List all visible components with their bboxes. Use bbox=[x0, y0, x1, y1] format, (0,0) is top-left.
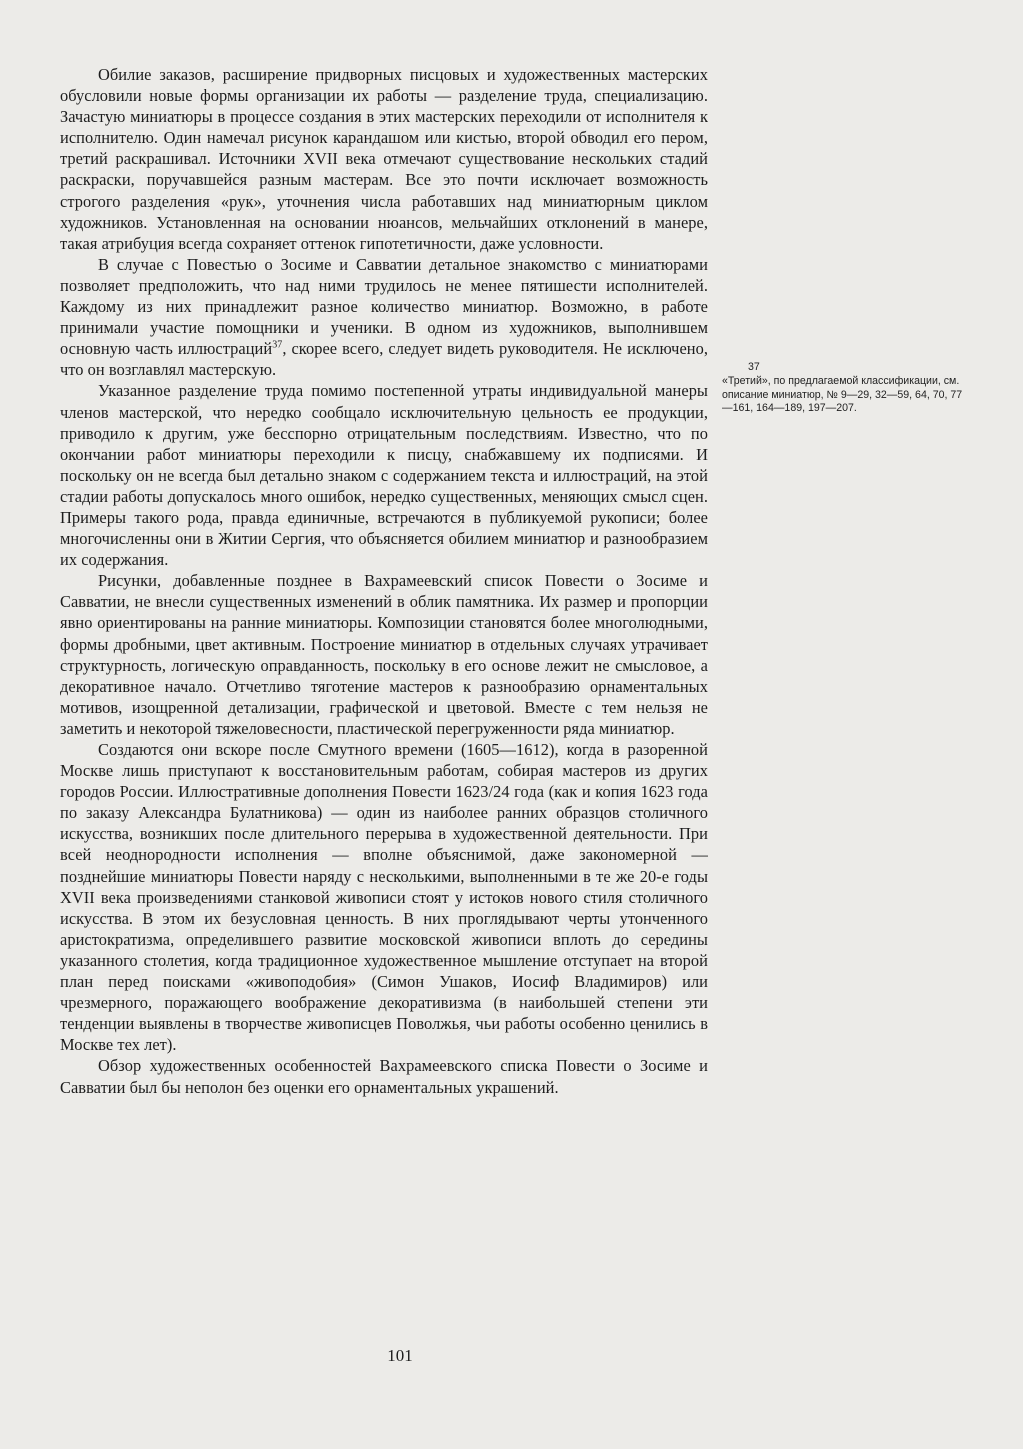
paragraph-2-text-before: В случае с Повестью о Зосиме и Савватии детальное знакомство с миниатюрами позволяет предположить, что над ними трудилось не менее пятишести исполнителей. Каждому из них принадлежит разное количество миниатюр. Возможно, в работе принимали участие помощники и ученики. В одном из художников, выполнившем основную часть иллюстраций bbox=[60, 254, 708, 359]
footnote-reference: 37 bbox=[272, 339, 283, 351]
paragraph-2 bbox=[60, 254, 708, 381]
footnote-text: «Третий», по предлагаемой классификации, см. описание миниатюр, № 9—29, 32—59, 64, 70, 77—161, 164—189, 197—207. bbox=[722, 375, 963, 415]
footnote-number: 37 bbox=[748, 361, 760, 373]
paragraph-1: Обилие заказов, расширение придворных писцовых и художественных мастерских обусловили новые формы организации их работы — разделение труда, специализацию. Зачастую миниатюры в процессе создания в этих мастерских переходили от исполнителя к исполнителю. Один намечал рисунок карандашом или кистью, второй обводил его пером, третий раскрашивал. Источники XVII века отмечают существование нескольких стадий раскраски, поручавшейся разным мастерам. Все это почти исключает возможность строгого разделения «рук», уточнения числа работавших над миниатюрным циклом художников. Установленная на основании нюансов, мельчайших отклонений в манере, такая атрибуция всегда сохраняет оттенок гипотетичности, даже условности. bbox=[60, 65, 708, 253]
paragraph-2-text-after: , скорее всего, следует видеть руководителя. Не исключено, что он возглавлял мастерскую. bbox=[60, 339, 708, 380]
paragraph-4: Рисунки, добавленные позднее в Вахрамеевский список Повести о Зосиме и Савватии, не внесли существенных изменений в облик памятника. Их размер и пропорции явно ориентированы на ранние миниатюры. Композиции становятся более многолюдными, формы дробными, цвет активным. Построение миниатюр в отдельных случаях утрачивает структурность, логическую оправданность, поскольку в его основе лежит не смысловое, а декоративное начало. Отчетливо тяготение мастеров к разнообразию орнаментальных мотивов, изощренной детализации, графической и цветовой. Вместе с тем нельзя не заметить и некоторой тяжеловесности, пластической перегруженности ряда миниатюр. bbox=[60, 571, 708, 738]
paragraph-5: Создаются они вскоре после Смутного времени (1605—1612), когда в разоренной Москве лишь приступают к восстановительным работам, собирая мастеров из других городов России. Иллюстративные дополнения Повести 1623/24 года (как и копия 1623 года по заказу Александра Булатникова) — один из наиболее ранних образцов столичного искусства, возникших после длительного перерыва в художественной деятельности. При всей неоднородности исполнения — вполне объяснимой, даже закономерной — позднейшие миниатюры Повести наряду с несколькими, выполненными в те же 20-е годы XVII века произведениями станковой живописи стоят у истоков нового стиля столичного искусства. В этом их безусловная ценность. В них проглядывают черты утонченного аристократизма, определившего развитие московской живописи вплоть до середины указанного столетия, когда традиционное художественное мышление отступает на второй план перед поисками «живоподобия» (Симон Ушаков, Иосиф Владимиров) или чрезмерного, поражающего воображение декоративизма (в наибольшей степени эти тенденции выявлены в творчестве живописцев Поволжья, чьи работы особенно ценились в Москве тех лет). bbox=[60, 740, 708, 1055]
main-text-column bbox=[60, 64, 708, 1098]
paragraph-3: Указанное разделение труда помимо постепенной утраты индивидуальной манеры членов мастерской, что нередко сообщало исключительную цельность ее продукции, приводило к другим, уже бесспорно отрицательным последствиям. Известно, что по окончании работ миниатюры переходили к писцу, снабжавшему их подписями. И поскольку он не всегда был детально знаком с содержанием текста и иллюстраций, на этой стадии работы допускалось много ошибок, нередко существенных, меняющих смысл сцен. Примеры такого рода, правда единичные, встречаются в публикуемой рукописи; более многочисленны они в Житии Сергия, что объясняется обилием миниатюр и разнообразием их содержания. bbox=[60, 381, 708, 570]
page-number: 101 bbox=[387, 1346, 413, 1365]
paragraph-6: Обзор художественных особенностей Вахрамеевского списка Повести о Зосиме и Савватии был бы неполон без оценки его орнаментальных украшений. bbox=[60, 1056, 708, 1097]
side-footnote bbox=[722, 361, 972, 416]
